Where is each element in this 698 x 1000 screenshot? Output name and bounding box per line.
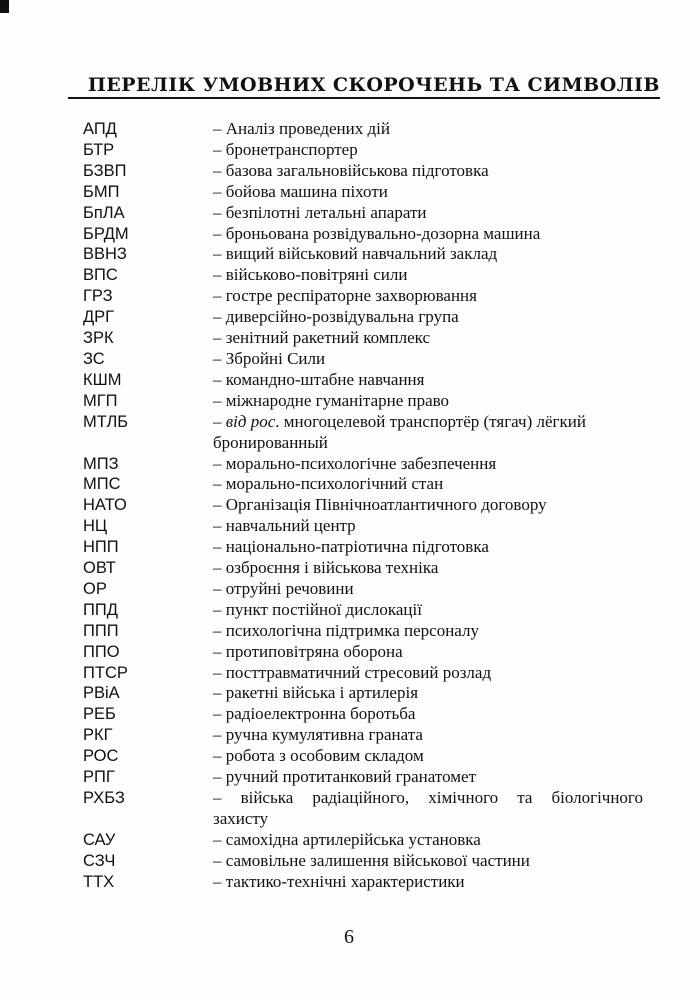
definition: – вищий військовий навчальний заклад	[213, 244, 498, 264]
list-item	[83, 516, 643, 537]
definition: – тактико-технічні характеристики	[213, 871, 465, 891]
abbreviation: МПС	[83, 475, 121, 494]
definition: – національно-патріотична підготовка	[213, 537, 489, 557]
list-item	[83, 265, 643, 286]
abbreviation: ЗРК	[83, 329, 114, 348]
definition: – самохідна артилерійська установка	[213, 829, 481, 849]
list-item	[83, 412, 643, 454]
definition: – радіоелектронна боротьба	[213, 704, 416, 724]
definition: – безпілотні летальні апарати	[213, 202, 427, 222]
list-item	[83, 558, 643, 579]
definition: – отруйні речовини	[213, 578, 354, 598]
list-item	[83, 746, 643, 767]
list-item	[83, 579, 643, 600]
abbreviation: СЗЧ	[83, 851, 116, 870]
list-item	[83, 328, 643, 349]
page-title: ПЕРЕЛІК УМОВНИХ СКОРОЧЕНЬ ТА СИМВОЛІВ	[87, 74, 660, 96]
list-item	[83, 642, 643, 663]
definition: – міжнародне гуманітарне право	[213, 390, 450, 410]
abbreviation: ОВТ	[83, 559, 116, 578]
definition-text: . многоцелевой транспортёр (тягач) лёгкий бронированный	[213, 411, 586, 452]
abbreviation: БЗВП	[83, 161, 127, 180]
definition-prefix: –	[213, 411, 226, 431]
definition-origin: від рос	[225, 411, 276, 431]
list-item	[83, 244, 643, 265]
list-item	[83, 140, 643, 161]
abbreviation: МПЗ	[83, 454, 119, 473]
abbreviation: РЕБ	[83, 705, 116, 724]
list-item	[83, 391, 643, 412]
list-item	[83, 830, 643, 851]
abbreviation: ДРГ	[83, 308, 115, 327]
abbreviation: КШМ	[83, 370, 122, 389]
abbreviation: БМП	[83, 182, 120, 201]
definition: – посттравматичний стресовий розлад	[213, 662, 492, 682]
definition: – ручний протитанковий гранатомет	[213, 767, 477, 787]
definition: – війська радіаційного, хімічного та біологічного захисту	[213, 788, 643, 828]
abbreviation: БРДМ	[83, 224, 129, 243]
abbreviation: ВВНЗ	[83, 245, 127, 264]
title-underline	[68, 97, 660, 99]
definition: – Збройні Сили	[213, 348, 326, 368]
abbreviation: АПД	[83, 120, 117, 138]
definition: – морально-психологічний стан	[213, 474, 444, 494]
page-number: 6	[344, 926, 354, 948]
abbreviation: ППД	[83, 600, 118, 619]
list-item	[83, 474, 643, 495]
abbreviation: САУ	[83, 830, 116, 849]
abbreviation: НПП	[83, 538, 119, 557]
definition: – ракетні війська і артилерія	[213, 683, 419, 703]
definition: – озброєння і військова техніка	[213, 558, 439, 578]
list-item	[83, 537, 643, 558]
definition: – базова загальновійськова підготовка	[213, 160, 489, 180]
list-item	[83, 119, 643, 140]
definition: – робота з особовим складом	[213, 746, 424, 766]
definition: – броньована розвідувально-дозорна машина	[213, 223, 541, 243]
list-item	[83, 161, 643, 182]
list-item	[83, 725, 643, 746]
list-item	[83, 621, 643, 642]
definition: – Організація Північноатлантичного договору	[213, 495, 547, 515]
abbreviation: РВіА	[83, 684, 120, 703]
definition: – Аналіз проведених дій	[213, 119, 390, 138]
abbreviation-list	[83, 119, 643, 893]
definition: – психологічна підтримка персоналу	[213, 620, 479, 640]
abbreviation: МТЛБ	[83, 412, 129, 431]
definition: – бронетранспортер	[213, 139, 358, 159]
definition: – диверсійно-розвідувальна група	[213, 307, 459, 327]
definition	[213, 412, 643, 454]
list-item	[83, 349, 643, 370]
list-item	[83, 224, 643, 245]
list-item	[83, 495, 643, 516]
abbreviation: НАТО	[83, 496, 127, 515]
definition: – зенітний ракетний комплекс	[213, 328, 431, 348]
definition: – бойова машина піхоти	[213, 181, 388, 201]
list-item	[83, 370, 643, 391]
definition: – морально-психологічне забезпечення	[213, 453, 497, 473]
list-item	[83, 704, 643, 725]
list-item	[83, 454, 643, 475]
definition: – пункт постійної дислокації	[213, 599, 422, 619]
list-item	[83, 307, 643, 328]
list-item	[83, 286, 643, 307]
abbreviation: МГП	[83, 391, 118, 410]
abbreviation: ГРЗ	[83, 287, 113, 306]
abbreviation: ВПС	[83, 266, 118, 285]
list-item	[83, 683, 643, 704]
abbreviation: ТТХ	[83, 872, 115, 891]
list-item	[83, 600, 643, 621]
abbreviation: РПГ	[83, 768, 115, 787]
definition: – гостре респіраторне захворювання	[213, 286, 477, 306]
definition: – ручна кумулятивна граната	[213, 725, 423, 745]
abbreviation: ОР	[83, 579, 107, 598]
list-item	[83, 767, 643, 788]
abbreviation: БТР	[83, 140, 115, 159]
list-item	[83, 182, 643, 203]
list-item	[83, 872, 643, 893]
list-item	[83, 788, 643, 830]
scan-mark	[0, 0, 9, 13]
abbreviation: РКГ	[83, 726, 113, 745]
abbreviation: РОС	[83, 747, 119, 766]
definition: – військово-повітряні сили	[213, 265, 408, 285]
abbreviation: НЦ	[83, 517, 108, 536]
definition: – командно-штабне навчання	[213, 369, 425, 389]
list-item	[83, 663, 643, 684]
abbreviation: ПТСР	[83, 663, 128, 682]
definition: – протиповітряна оборона	[213, 641, 403, 661]
abbreviation: ППО	[83, 642, 120, 661]
abbreviation: БпЛА	[83, 203, 125, 222]
abbreviation: РХБЗ	[83, 789, 125, 807]
abbreviation: ППП	[83, 621, 119, 640]
list-item	[83, 851, 643, 872]
definition: – самовільне залишення військової частини	[213, 850, 530, 870]
abbreviation: ЗС	[83, 349, 105, 368]
list-item	[83, 203, 643, 224]
definition: – навчальний центр	[213, 516, 356, 536]
